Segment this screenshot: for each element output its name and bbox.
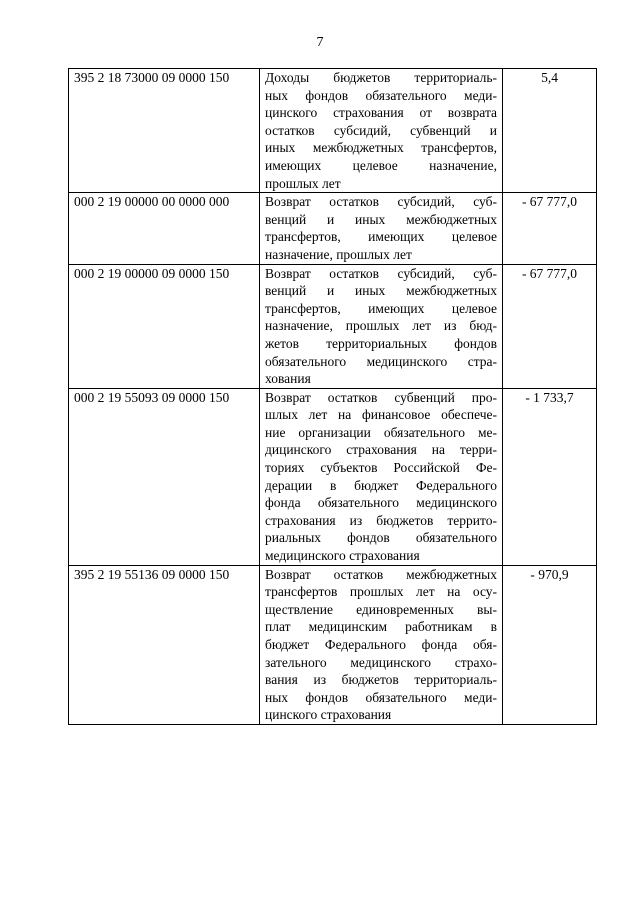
amount-cell: - 970,9	[503, 565, 597, 724]
revenue-name-line: ние организации обязательного ме-	[265, 424, 497, 440]
revenue-name-cell	[260, 388, 503, 565]
amount-cell: 5,4	[503, 69, 597, 193]
revenue-name-line: иных межбюджетных трансфертов,	[265, 140, 497, 156]
revenue-name-cell	[260, 264, 503, 388]
revenue-name-line: бюджет Федерального фонда обя-	[265, 637, 497, 652]
revenue-name-line: трансфертов, имеющих целевое	[265, 300, 497, 316]
revenue-name-line: зательного медицинского страхо-	[265, 654, 497, 670]
revenue-name-line: Возврат остатков субсидий, суб-	[265, 265, 497, 281]
revenue-name-line: венций и иных межбюджетных	[265, 283, 497, 299]
table-row	[69, 264, 597, 388]
revenue-name-cell	[260, 69, 503, 193]
revenue-name-line: Возврат остатков межбюджетных	[265, 566, 497, 582]
classification-code-cell: 395 2 19 55136 09 0000 150	[69, 565, 260, 724]
classification-code-cell: 000 2 19 00000 00 0000 000	[69, 193, 260, 264]
table-row	[69, 193, 597, 264]
revenue-name-line: прошлых лет	[265, 175, 341, 191]
amount-cell: - 67 777,0	[503, 264, 597, 388]
revenue-name-line: трансфертов, имеющих целевое	[265, 229, 497, 245]
revenue-name-line: фонда обязательного медицинского	[265, 495, 497, 511]
table-row	[69, 388, 597, 565]
revenue-name-line: жетов территориальных фондов	[265, 335, 497, 351]
revenue-name-cell	[260, 193, 503, 264]
revenue-name-line: медицинского страхования	[265, 548, 420, 564]
revenue-name-line: Доходы бюджетов территориаль-	[265, 70, 497, 85]
revenue-name-line: вания из бюджетов территориаль-	[265, 672, 497, 688]
revenue-name-line: имеющих целевое назначение,	[265, 157, 497, 173]
revenue-name-line: плат медицинским работникам в	[265, 619, 497, 635]
page-number: 7	[316, 35, 324, 50]
classification-code-cell: 395 2 18 73000 09 0000 150	[69, 69, 260, 193]
revenue-name-line: Возврат остатков субсидий, суб-	[265, 194, 497, 210]
revenue-name-line: трансфертов прошлых лет на осу-	[265, 584, 497, 600]
revenue-name-line: остатков субсидий, субвенций и	[265, 122, 497, 138]
revenue-name-line: ществление единовременных вы-	[265, 601, 497, 617]
revenue-name-line: страхования из бюджетов террито-	[265, 512, 497, 528]
revenue-name-line: цинского страхования от возврата	[265, 105, 497, 121]
table-row	[69, 565, 597, 724]
revenue-name-line: обязательного медицинского стра-	[265, 353, 497, 369]
revenue-name-cell	[260, 565, 503, 724]
amount-cell: - 67 777,0	[503, 193, 597, 264]
table-row	[69, 69, 597, 193]
revenue-name-line: цинского страхования	[265, 707, 392, 723]
budget-revenue-table	[68, 68, 597, 725]
revenue-name-line: ных фондов обязательного меди-	[265, 689, 497, 705]
revenue-name-line: хования	[265, 371, 311, 387]
classification-code-cell: 000 2 19 00000 09 0000 150	[69, 264, 260, 388]
classification-code-cell: 000 2 19 55093 09 0000 150	[69, 388, 260, 565]
revenue-name-line: дицинского страхования на терри-	[265, 442, 497, 458]
revenue-name-line: риальных фондов обязательного	[265, 530, 497, 546]
revenue-name-line: ториях субъектов Российской Фе-	[265, 460, 497, 476]
amount-cell: - 1 733,7	[503, 388, 597, 565]
revenue-name-line: венций и иных межбюджетных	[265, 211, 497, 227]
table-body	[69, 69, 597, 725]
revenue-name-line: дерации в бюджет Федерального	[265, 477, 497, 493]
revenue-name-line: Возврат остатков субвенций про-	[265, 389, 497, 405]
revenue-name-line: назначение, прошлых лет	[265, 246, 412, 262]
revenue-name-line: ных фондов обязательного меди-	[265, 87, 497, 103]
revenue-name-line: назначение, прошлых лет из бюд-	[265, 318, 497, 334]
revenue-name-line: шлых лет на финансовое обеспече-	[265, 407, 497, 423]
